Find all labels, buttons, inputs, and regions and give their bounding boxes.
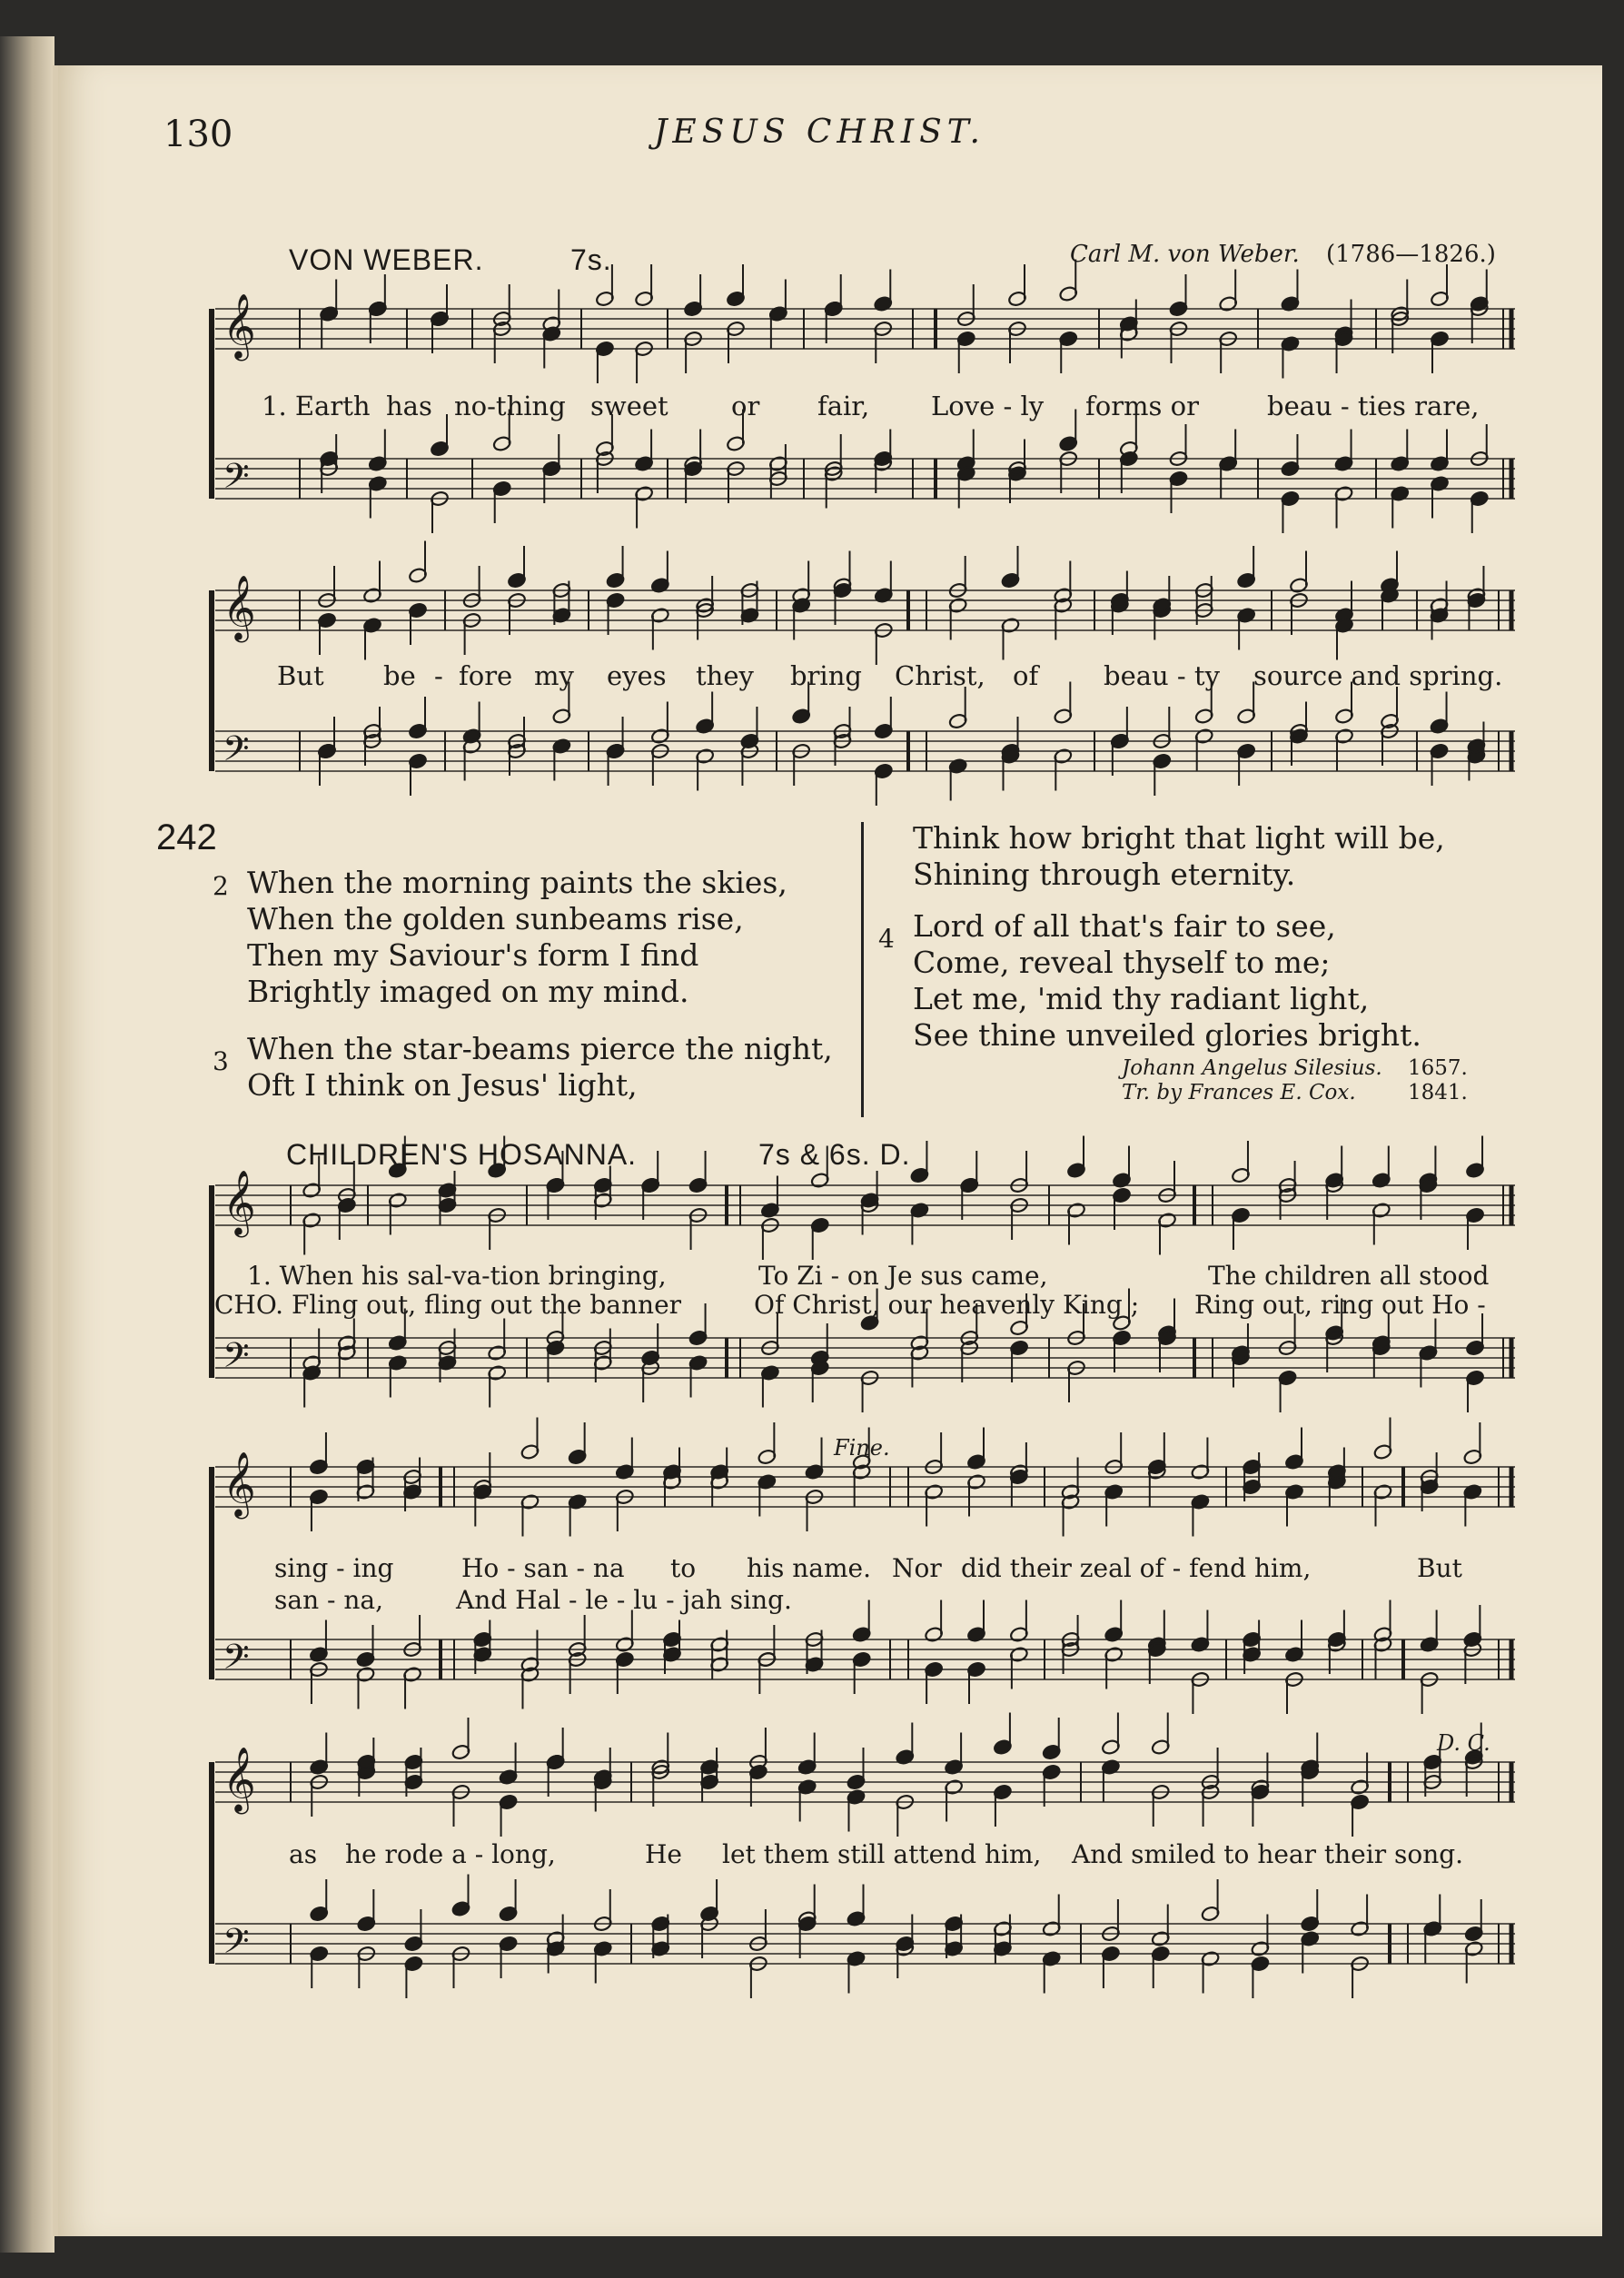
verse-4 — [878, 908, 1421, 1054]
verse-line: When the star-beams pierce the night, — [247, 1031, 833, 1066]
lyric-phrase: The children all stood — [1208, 1261, 1490, 1291]
verse-line: See thine unveiled glories bright. — [913, 1017, 1421, 1053]
lyric-phrase: And smiled to hear their song. — [1072, 1839, 1464, 1869]
composer-dates: (1786—1826.) — [1326, 241, 1496, 268]
lyric-word: eyes — [607, 660, 667, 691]
verse-line: Shining through eternity. — [913, 857, 1296, 892]
lyric-phrase: 1. When his sal-va-tion bringing, — [247, 1261, 667, 1291]
running-head: JESUS CHRIST. — [654, 114, 985, 151]
lyric-phrase: But — [1417, 1553, 1462, 1583]
tune-composer: Carl M. von Weber. — [1070, 241, 1300, 268]
verse-number: 4 — [878, 924, 895, 954]
lyric-phrase: he rode a - long, — [345, 1839, 556, 1869]
verse-3-continued — [913, 820, 1445, 893]
tune-title-von-weber: VON WEBER. — [289, 243, 484, 276]
bass-clef-icon: 𝄢 — [223, 728, 250, 777]
hymn-author: Johann Angelus Silesius. — [1122, 1056, 1382, 1080]
lyric-phrase: did their zeal of - fend him, — [961, 1553, 1312, 1583]
verse-line: Oft I think on Jesus' light, — [247, 1067, 638, 1103]
lyric-word: beau - ty — [1104, 660, 1220, 691]
page-number: 130 — [163, 114, 233, 155]
lyric-word: source and spring. — [1253, 660, 1503, 691]
verse-2 — [213, 865, 787, 1010]
hymn-number: 242 — [156, 817, 217, 857]
fine-marking: Fine. — [834, 1435, 890, 1461]
tune-meter-von-weber: 7s. — [570, 243, 612, 276]
bass-clef-icon: 𝄢 — [223, 1920, 250, 1970]
lyric-phrase: Ho - san - na — [461, 1553, 625, 1583]
lyric-word: Love - ly — [931, 391, 1045, 421]
lyric-phrase: He — [645, 1839, 682, 1869]
lyric-phrase: Of Christ, our heavenly King ; — [754, 1290, 1140, 1320]
treble-clef-icon: 𝄞 — [223, 1745, 256, 1812]
lyric-phrase: Nor — [892, 1553, 942, 1583]
treble-clef-icon: 𝄞 — [223, 292, 256, 359]
verse-3 — [213, 1031, 833, 1104]
verse-line: Lord of all that's fair to see, — [913, 908, 1336, 944]
verse-line: Think how bright that light will be, — [913, 820, 1445, 856]
lyric-phrase: let them still attend him, — [722, 1839, 1042, 1869]
lyric-word: But — [277, 660, 324, 691]
lyric-phrase: his name. — [747, 1553, 872, 1583]
lyric-word: or — [731, 391, 760, 421]
lyric-phrase: san - na, — [274, 1585, 383, 1615]
lyric-word: be — [383, 660, 416, 691]
verse-number: 3 — [213, 1046, 229, 1076]
tune-title-childrens-hosanna: CHILDREN'S HOSANNA. — [286, 1138, 638, 1171]
treble-clef-icon: 𝄞 — [223, 573, 256, 640]
verse-number: 2 — [213, 871, 229, 901]
lyric-phrase: CHO. Fling out, fling out the banner — [214, 1290, 682, 1320]
lyric-word: fair, — [817, 391, 870, 421]
verse-line: Let me, 'mid thy radiant light, — [913, 981, 1370, 1016]
verse-line: When the golden sunbeams rise, — [247, 901, 744, 936]
lyric-word: Christ, — [895, 660, 985, 691]
dc-marking: D. C. — [1437, 1730, 1490, 1756]
lyric-phrase: And Hal - le - lu - jah sing. — [456, 1585, 792, 1615]
bass-clef-icon: 𝄢 — [223, 1636, 250, 1686]
lyric-word: beau - ties rare, — [1267, 391, 1480, 421]
column-divider — [861, 822, 864, 1117]
lyric-word: bring — [790, 660, 862, 691]
lyric-word: sweet — [590, 391, 668, 421]
verse-line: Come, reveal thyself to me; — [913, 945, 1331, 980]
treble-clef-icon: 𝄞 — [223, 1450, 256, 1517]
lyric-word: they — [696, 660, 754, 691]
hymn-translator: Tr. by Frances E. Cox. — [1122, 1081, 1356, 1104]
lyric-word: of — [1013, 660, 1039, 691]
lyric-phrase: To Zi - on Je sus came, — [758, 1261, 1048, 1291]
lyric-phrase: sing - ing — [274, 1553, 394, 1583]
verse-line: Brightly imaged on my mind. — [247, 974, 689, 1009]
verse-line: When the morning paints the skies, — [247, 865, 787, 900]
lyric-phrase: as — [289, 1839, 318, 1869]
verse-line: Then my Saviour's form I find — [247, 937, 699, 973]
bass-clef-icon: 𝄢 — [223, 1334, 250, 1384]
lyric-word: forms or — [1085, 391, 1199, 421]
hymn-author-year: 1657. — [1408, 1056, 1468, 1080]
lyric-word: fore — [459, 660, 513, 691]
bass-clef-icon: 𝄢 — [223, 455, 250, 505]
hymn-translator-year: 1841. — [1408, 1081, 1468, 1104]
tune-meter-childrens-hosanna: 7s & 6s. D. — [758, 1138, 911, 1171]
lyric-word: 1. Earth — [262, 391, 371, 421]
lyric-phrase: Ring out, ring out Ho - — [1194, 1290, 1486, 1320]
lyric-phrase: to — [670, 1553, 697, 1583]
treble-clef-icon: 𝄞 — [223, 1168, 256, 1235]
lyric-word: has — [386, 391, 432, 421]
lyric-word: - — [434, 660, 443, 691]
lyric-word: no-thing — [454, 391, 566, 421]
lyric-word: my — [534, 660, 574, 691]
